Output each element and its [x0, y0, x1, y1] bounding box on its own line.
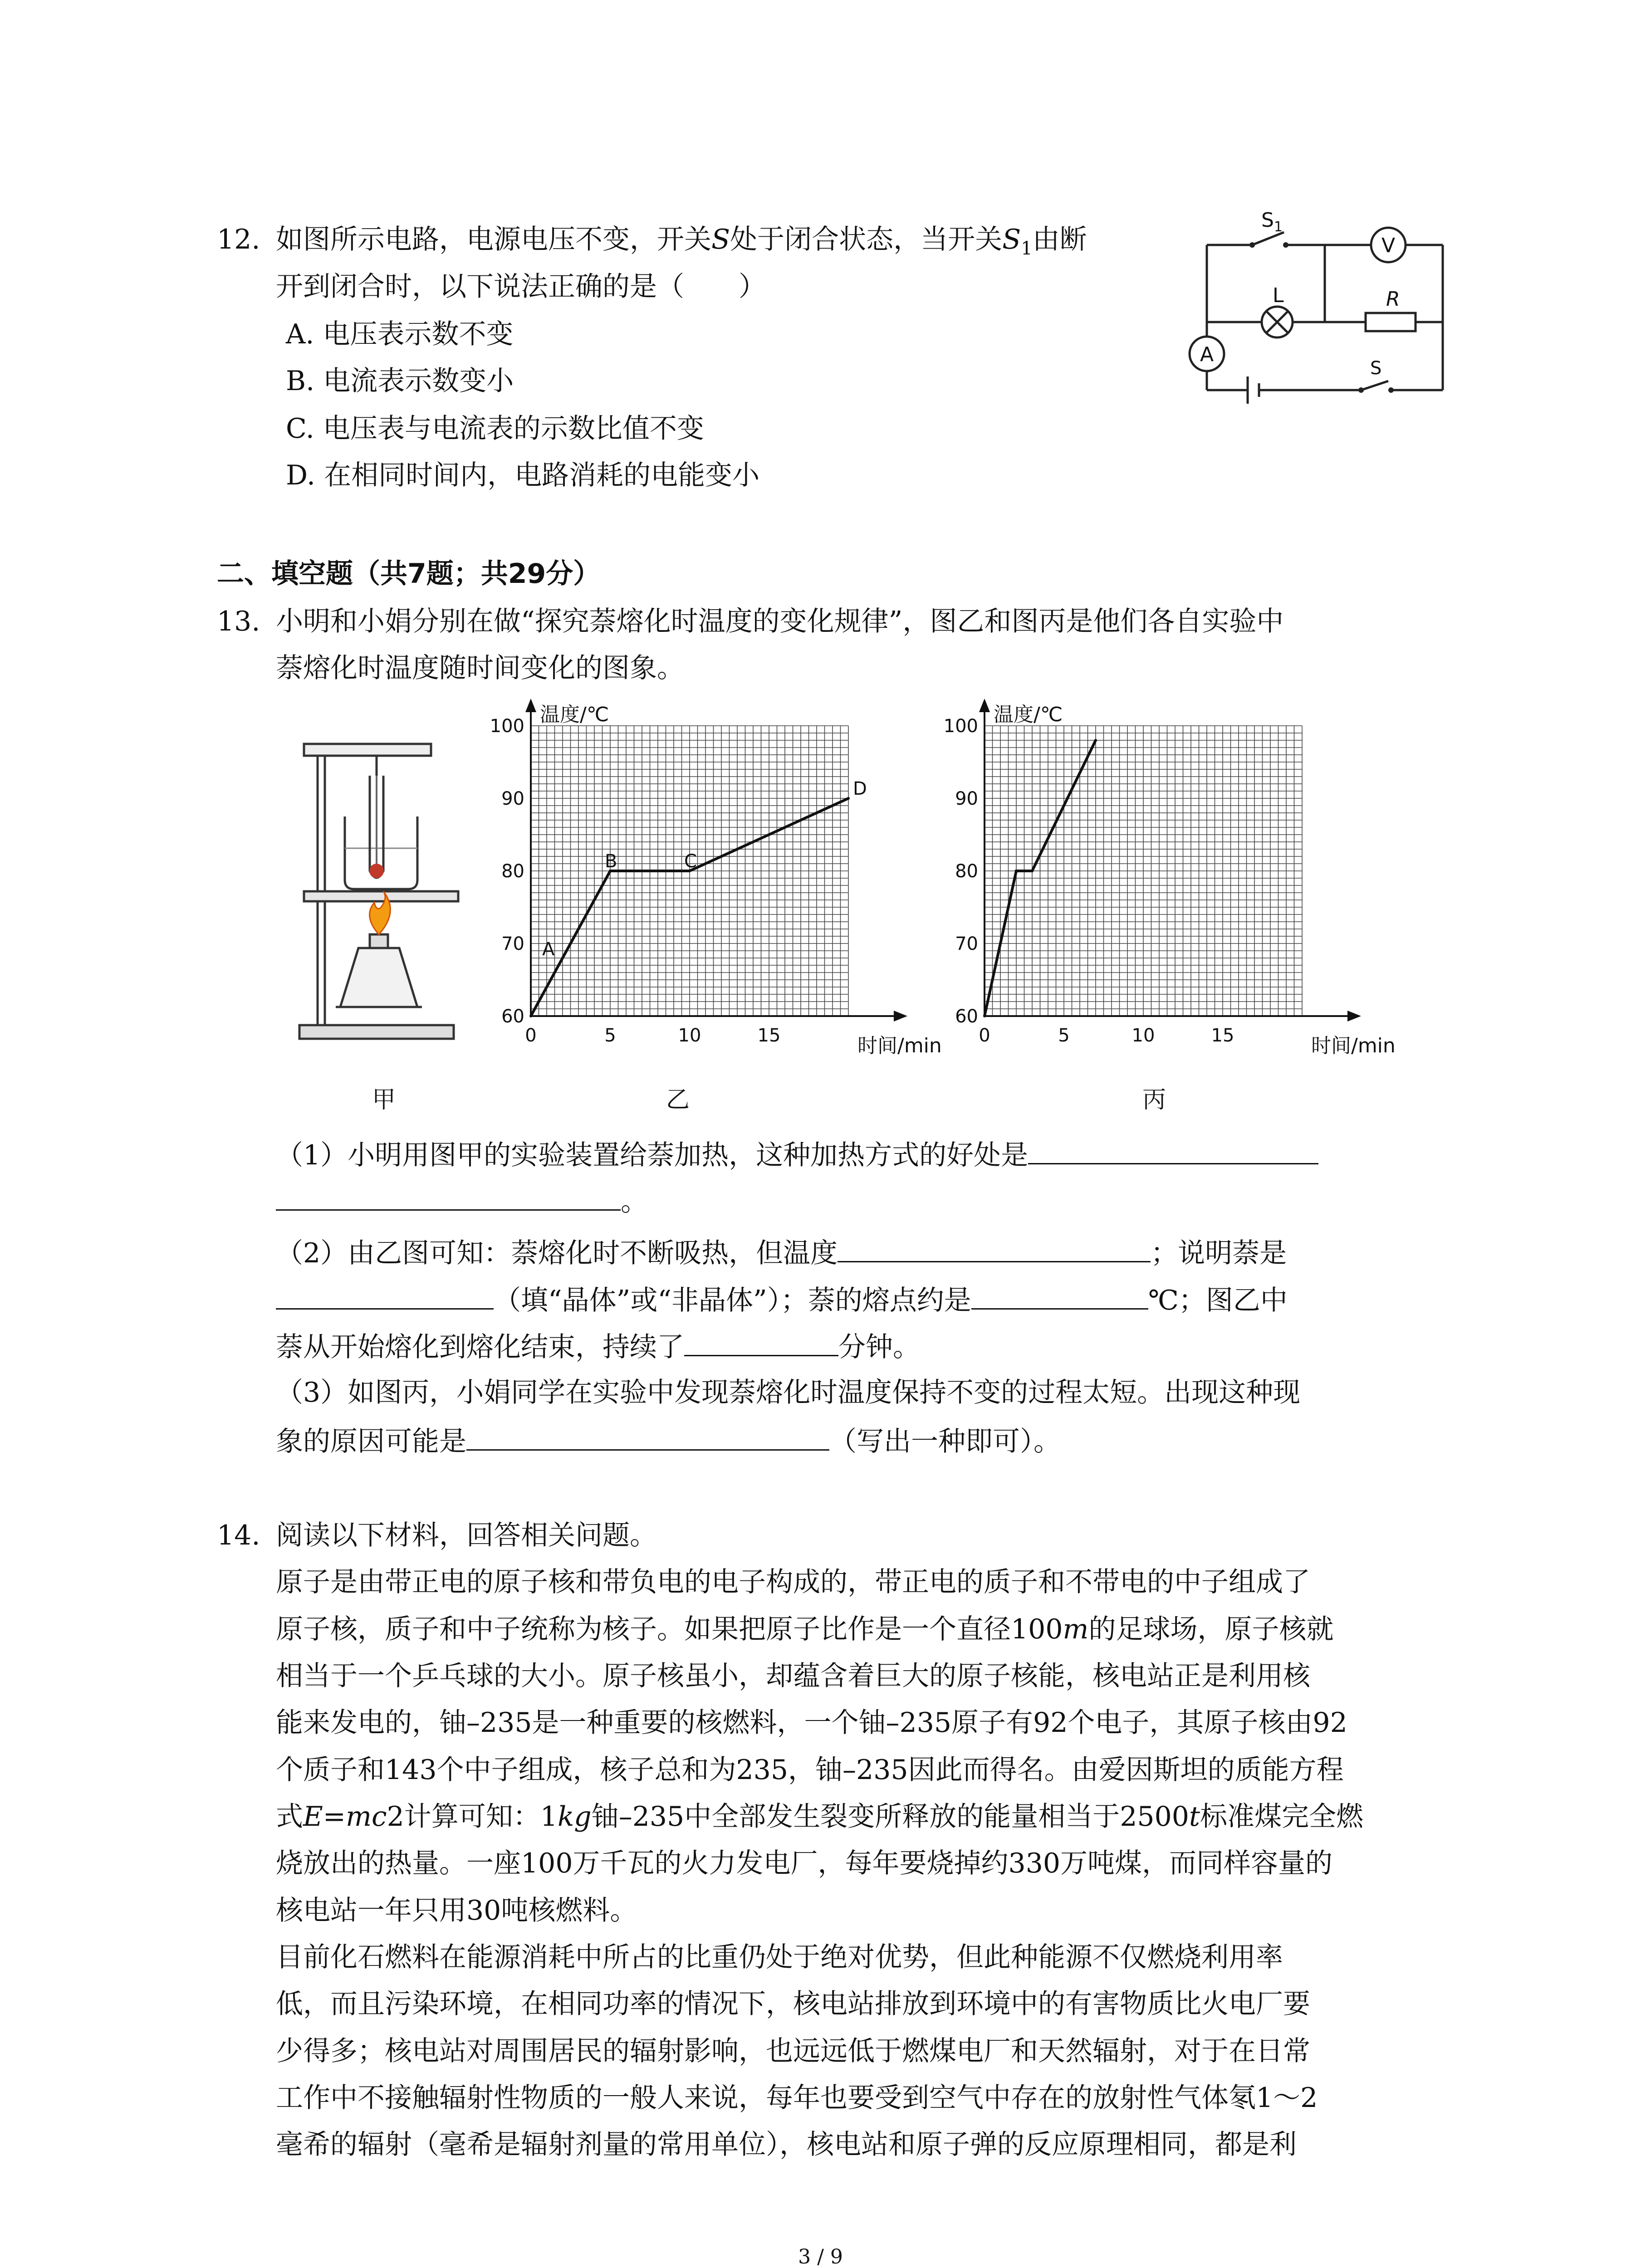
q12-stem-line1 [276, 221, 1087, 267]
y-tick-label: 90 [955, 788, 978, 809]
y-axis-arrow [525, 699, 536, 712]
y-tick-label: 100 [490, 716, 524, 737]
q13-p1-line2 [276, 1181, 648, 1220]
y-tick-label: 70 [501, 934, 524, 954]
circuit-ammeter-label: A [1200, 343, 1214, 366]
q12-option-d: D. 在相同时间内，电路消耗的电能变小 [286, 459, 760, 491]
point-label-c: C [684, 851, 697, 872]
q12-stem-line2: 开到闭合时，以下说法正确的是（ ） [276, 271, 766, 303]
x-tick-label: 0 [525, 1025, 537, 1046]
circuit-voltmeter-label: V [1381, 234, 1396, 257]
q13-p3-text: （写出一种即可）。 [829, 1426, 1061, 1457]
x-axis-arrow [894, 1011, 907, 1022]
q14-line-10: 低，而且污染环境，在相同功率的情况下，核电站排放到环境中的有害物质比火电厂要 [276, 1988, 1310, 2020]
page-number: 3 / 9 [798, 2245, 843, 2268]
q14-unit: kg [557, 1801, 592, 1833]
y-tick-label: 60 [955, 1006, 978, 1027]
q12-option-c: C. 电压表与电流表的示数比值不变 [286, 413, 704, 445]
circuit-s-label: S [1370, 358, 1382, 379]
data-point [529, 1015, 532, 1017]
fig-label-jia: 甲 [372, 1086, 396, 1114]
q13-p2-line1 [276, 1233, 1287, 1271]
q14-line-11: 少得多；核电站对周围居民的辐射影响，也远远低于燃煤电厂和天然辐射，对于在日常 [276, 2035, 1310, 2067]
q14-text: 式 [276, 1801, 303, 1833]
x-tick-label: 10 [1132, 1025, 1155, 1046]
y-tick-label: 60 [501, 1006, 524, 1027]
q13-stem-line1: 小明和小娟分别在做“探究萘熔化时温度的变化规律”，图乙和图丙是他们各自实验中 [276, 606, 1284, 637]
fig-label-yi: 乙 [666, 1086, 690, 1114]
q14-line-13: 毫希的辐射（毫希是辐射剂量的常用单位），核电站和原子弹的反应原理相同，都是利 [276, 2129, 1297, 2160]
q13-p1-end: 。 [621, 1186, 648, 1217]
q13-p1-text: （1）小明用图甲的实验装置给萘加热，这种加热方式的好处是 [276, 1139, 1029, 1171]
q14-text: 的足球场，原子核就 [1088, 1613, 1334, 1645]
q14-line-7: 烧放出的热量。一座100万千瓦的火力发电厂，每年要烧掉约330万吨煤，而同样容量的 [276, 1848, 1333, 1879]
q14-line-8: 核电站一年只用30吨核燃料。 [276, 1895, 637, 1926]
y-tick-label: 70 [955, 934, 978, 954]
q14-unit: t [1189, 1801, 1200, 1833]
q12-stem-part: 如图所示电路，电源电压不变，开关 [276, 224, 711, 255]
q13-p2-blank-crystal[interactable] [276, 1280, 494, 1310]
q14-line-12: 工作中不接触辐射性物质的一般人来说，每年也要受到空气中存在的放射性气体氡1～2 [276, 2082, 1318, 2114]
q14-line-6 [276, 1799, 1363, 1835]
point-label-d: D [853, 778, 867, 799]
section-heading: 二、填空题（共7题；共29分） [217, 558, 601, 590]
circuit-lamp-label: L [1273, 284, 1284, 307]
q13-apparatus-figure [290, 735, 463, 1052]
q13-p2-line2 [276, 1280, 1288, 1319]
y-axis-arrow [979, 699, 990, 712]
point-label-a: A [542, 939, 555, 960]
x-tick-label: 10 [678, 1025, 701, 1046]
data-point [847, 797, 850, 800]
x-axis-arrow [1347, 1011, 1361, 1022]
q14-text: 铀–235中全部发生裂变所释放的能量相当于2500 [591, 1801, 1189, 1833]
data-point [983, 1015, 986, 1017]
x-axis-label: 时间/min [857, 1034, 942, 1057]
q13-p2-line3 [276, 1327, 920, 1365]
q14-number: 14. [217, 1520, 260, 1551]
x-tick-label: 0 [979, 1025, 990, 1046]
point-label-b: B [605, 851, 617, 872]
y-axis-label: 温度/℃ [994, 703, 1063, 726]
q14-text: 原子核，质子和中子统称为核子。如果把原子比作是一个直径100 [276, 1613, 1063, 1645]
x-tick-label: 15 [757, 1025, 781, 1046]
q13-p2-text: ；说明萘是 [1151, 1237, 1287, 1269]
q13-p3-line2 [276, 1421, 1061, 1460]
y-axis-label: 温度/℃ [540, 703, 609, 726]
q12-switch-s: S [711, 224, 730, 255]
q12-switch-s1: S [1002, 224, 1021, 255]
q13-p2-text: （2）由乙图可知：萘熔化时不断吸热，但温度 [276, 1237, 838, 1269]
data-point [1031, 870, 1034, 872]
q13-chart-bing [935, 699, 1397, 1080]
q12-sub: 1 [1021, 238, 1033, 259]
x-tick-label: 5 [604, 1025, 616, 1046]
q14-line-5: 个质子和143个中子组成，核子总和为235，铀–235因此而得名。由爱因斯坦的质能方程 [276, 1754, 1344, 1786]
q13-p3-text: 象的原因可能是 [276, 1426, 466, 1457]
q14-line-4: 能来发电的，铀–235是一种重要的核燃料，一个铀–235原子有92个电子，其原子核由92 [276, 1707, 1347, 1739]
y-tick-label: 100 [943, 716, 978, 737]
circuit-resistor-label: R [1386, 288, 1400, 311]
q13-p2-blank-duration[interactable] [684, 1327, 838, 1356]
q13-stem-line2: 萘熔化时温度随时间变化的图象。 [276, 652, 684, 684]
q13-p2-text: 分钟。 [838, 1331, 920, 1363]
q14-line-3: 相当于一个乒乓球的大小。原子核虽小，却蕴含着巨大的原子核能，核电站正是利用核 [276, 1660, 1310, 1692]
q12-stem-part: 处于闭合状态，当开关 [730, 224, 1003, 255]
q13-p2-blank-melting[interactable] [971, 1280, 1148, 1310]
q12-option-a: A. 电压表示数不变 [286, 318, 514, 350]
q12-option-b: B. 电流表示数变小 [286, 365, 514, 397]
q14-line-1: 原子是由带正电的原子核和带负电的电子构成的，带正电的质子和不带电的中子组成了 [276, 1566, 1310, 1598]
y-tick-label: 80 [955, 861, 978, 882]
q13-p2-text: ℃；图乙中 [1148, 1285, 1288, 1316]
q13-p2-text: 萘从开始熔化到熔化结束，持续了 [276, 1331, 684, 1363]
circuit-s1-sub: 1 [1274, 219, 1283, 235]
q14-text: 标准煤完全燃 [1200, 1801, 1364, 1833]
data-point [1015, 870, 1018, 872]
q12-number: 12. [217, 224, 260, 255]
q14-line-2 [276, 1611, 1333, 1647]
q14-title: 阅读以下材料，回答相关问题。 [276, 1520, 657, 1551]
q14-line-9: 目前化石燃料在能源消耗中所占的比重仍处于绝对优势，但此种能源不仅燃烧利用率 [276, 1941, 1283, 1973]
q14-unit: m [1063, 1613, 1089, 1645]
circuit-s1-text: S [1261, 209, 1274, 232]
q12-stem-part: 由断 [1032, 224, 1087, 255]
q13-p1-blank-cont[interactable] [276, 1181, 621, 1211]
q13-number: 13. [217, 606, 260, 637]
circuit-s1-label [1261, 209, 1283, 235]
y-tick-label: 80 [501, 861, 524, 882]
q14-formula: E=mc [303, 1801, 387, 1833]
q13-p2-blank-temp[interactable] [838, 1233, 1151, 1262]
q13-p3-blank[interactable] [466, 1421, 829, 1451]
data-point [1094, 739, 1097, 742]
q14-text: 2计算可知：1 [387, 1801, 558, 1833]
fig-label-bing: 丙 [1142, 1086, 1166, 1114]
q12-circuit-diagram [1180, 200, 1497, 413]
q13-p2-text: （填“晶体”或“非晶体”）；萘的熔点约是 [494, 1285, 971, 1316]
x-axis-label: 时间/min [1311, 1034, 1396, 1057]
x-tick-label: 5 [1058, 1025, 1070, 1046]
q13-chart-yi [481, 699, 944, 1080]
q13-p1-blank[interactable] [1028, 1135, 1318, 1164]
q13-p1-line1 [276, 1135, 1318, 1173]
q13-p3-line1: （3）如图丙，小娟同学在实验中发现萘熔化时温度保持不变的过程太短。出现这种现 [276, 1377, 1301, 1408]
x-tick-label: 15 [1211, 1025, 1234, 1046]
y-tick-label: 90 [501, 788, 524, 809]
